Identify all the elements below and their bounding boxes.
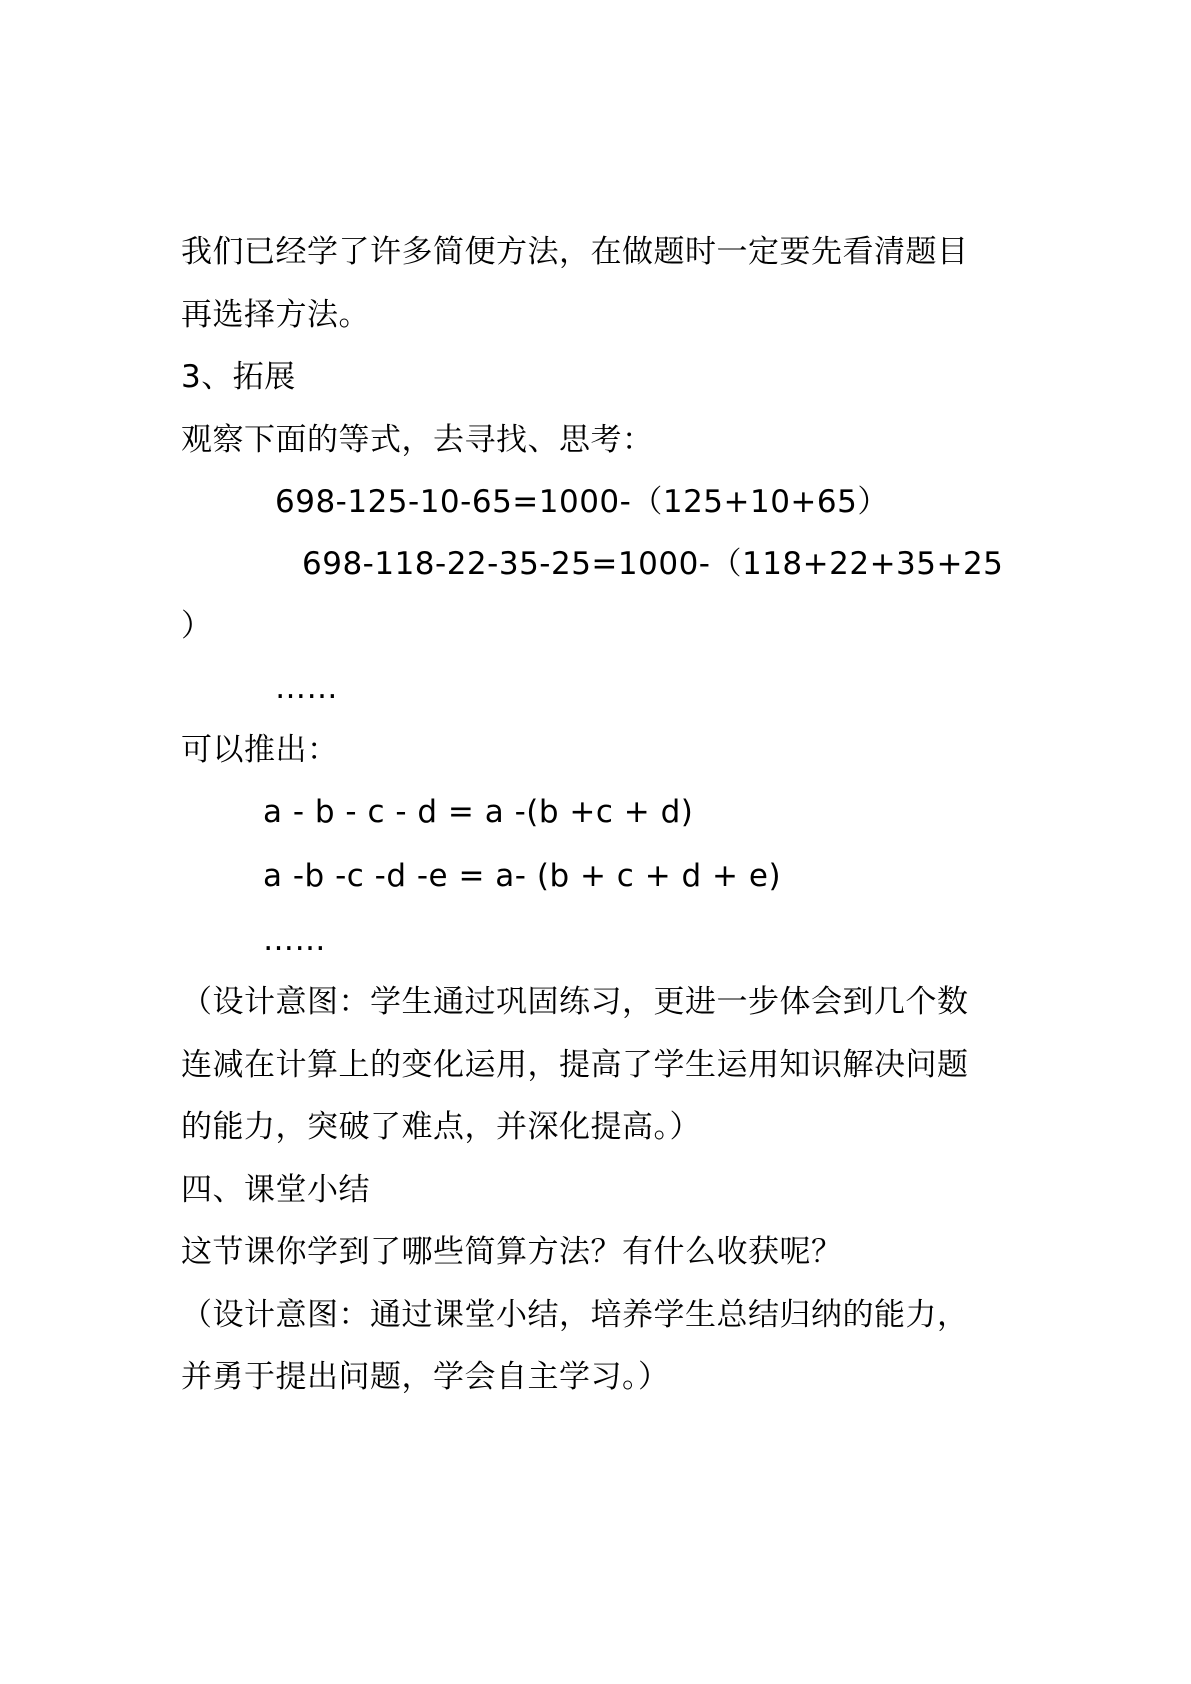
design-intent-line-2: 连减在计算上的变化运用，提高了学生运用知识解决问题 [181,1047,969,1083]
paragraph-line-1: 我们已经学了许多简便方法，在做题时一定要先看清题目 [181,234,969,270]
design-intent-line-1: （设计意图：学生通过巩固练习，更进一步体会到几个数 [181,984,969,1020]
formula-1: a - b - c - d = a -(b +c + d) [263,794,694,830]
paragraph-infer: 可以推出： [181,732,339,768]
formula-2: a -b -c -d -e = a- (b + c + d + e) [263,858,782,894]
design-intent2-line-1: （设计意图：通过课堂小结，培养学生总结归纳的能力， [181,1297,969,1333]
section-heading-summary: 四、课堂小结 [181,1172,370,1208]
design-intent-line-3: 的能力，突破了难点，并深化提高。） [181,1109,701,1145]
ellipsis-2: …… [263,922,326,958]
paragraph-observe: 观察下面的等式，去寻找、思考： [181,422,654,458]
equation-1: 698-125-10-65=1000-（125+10+65） [275,484,889,520]
ellipsis-1: …… [275,670,338,706]
paragraph-line-2: 再选择方法。 [181,297,370,333]
design-intent2-line-2: 并勇于提出问题，学会自主学习。） [181,1359,670,1395]
section-heading-extension: 3、拓展 [181,359,296,395]
paragraph-question: 这节课你学到了哪些简算方法？有什么收获呢？ [181,1234,843,1270]
equation-2-closing-paren: ） [181,608,213,644]
equation-2: 698-118-22-35-25=1000-（118+22+35+25 [302,546,1004,582]
